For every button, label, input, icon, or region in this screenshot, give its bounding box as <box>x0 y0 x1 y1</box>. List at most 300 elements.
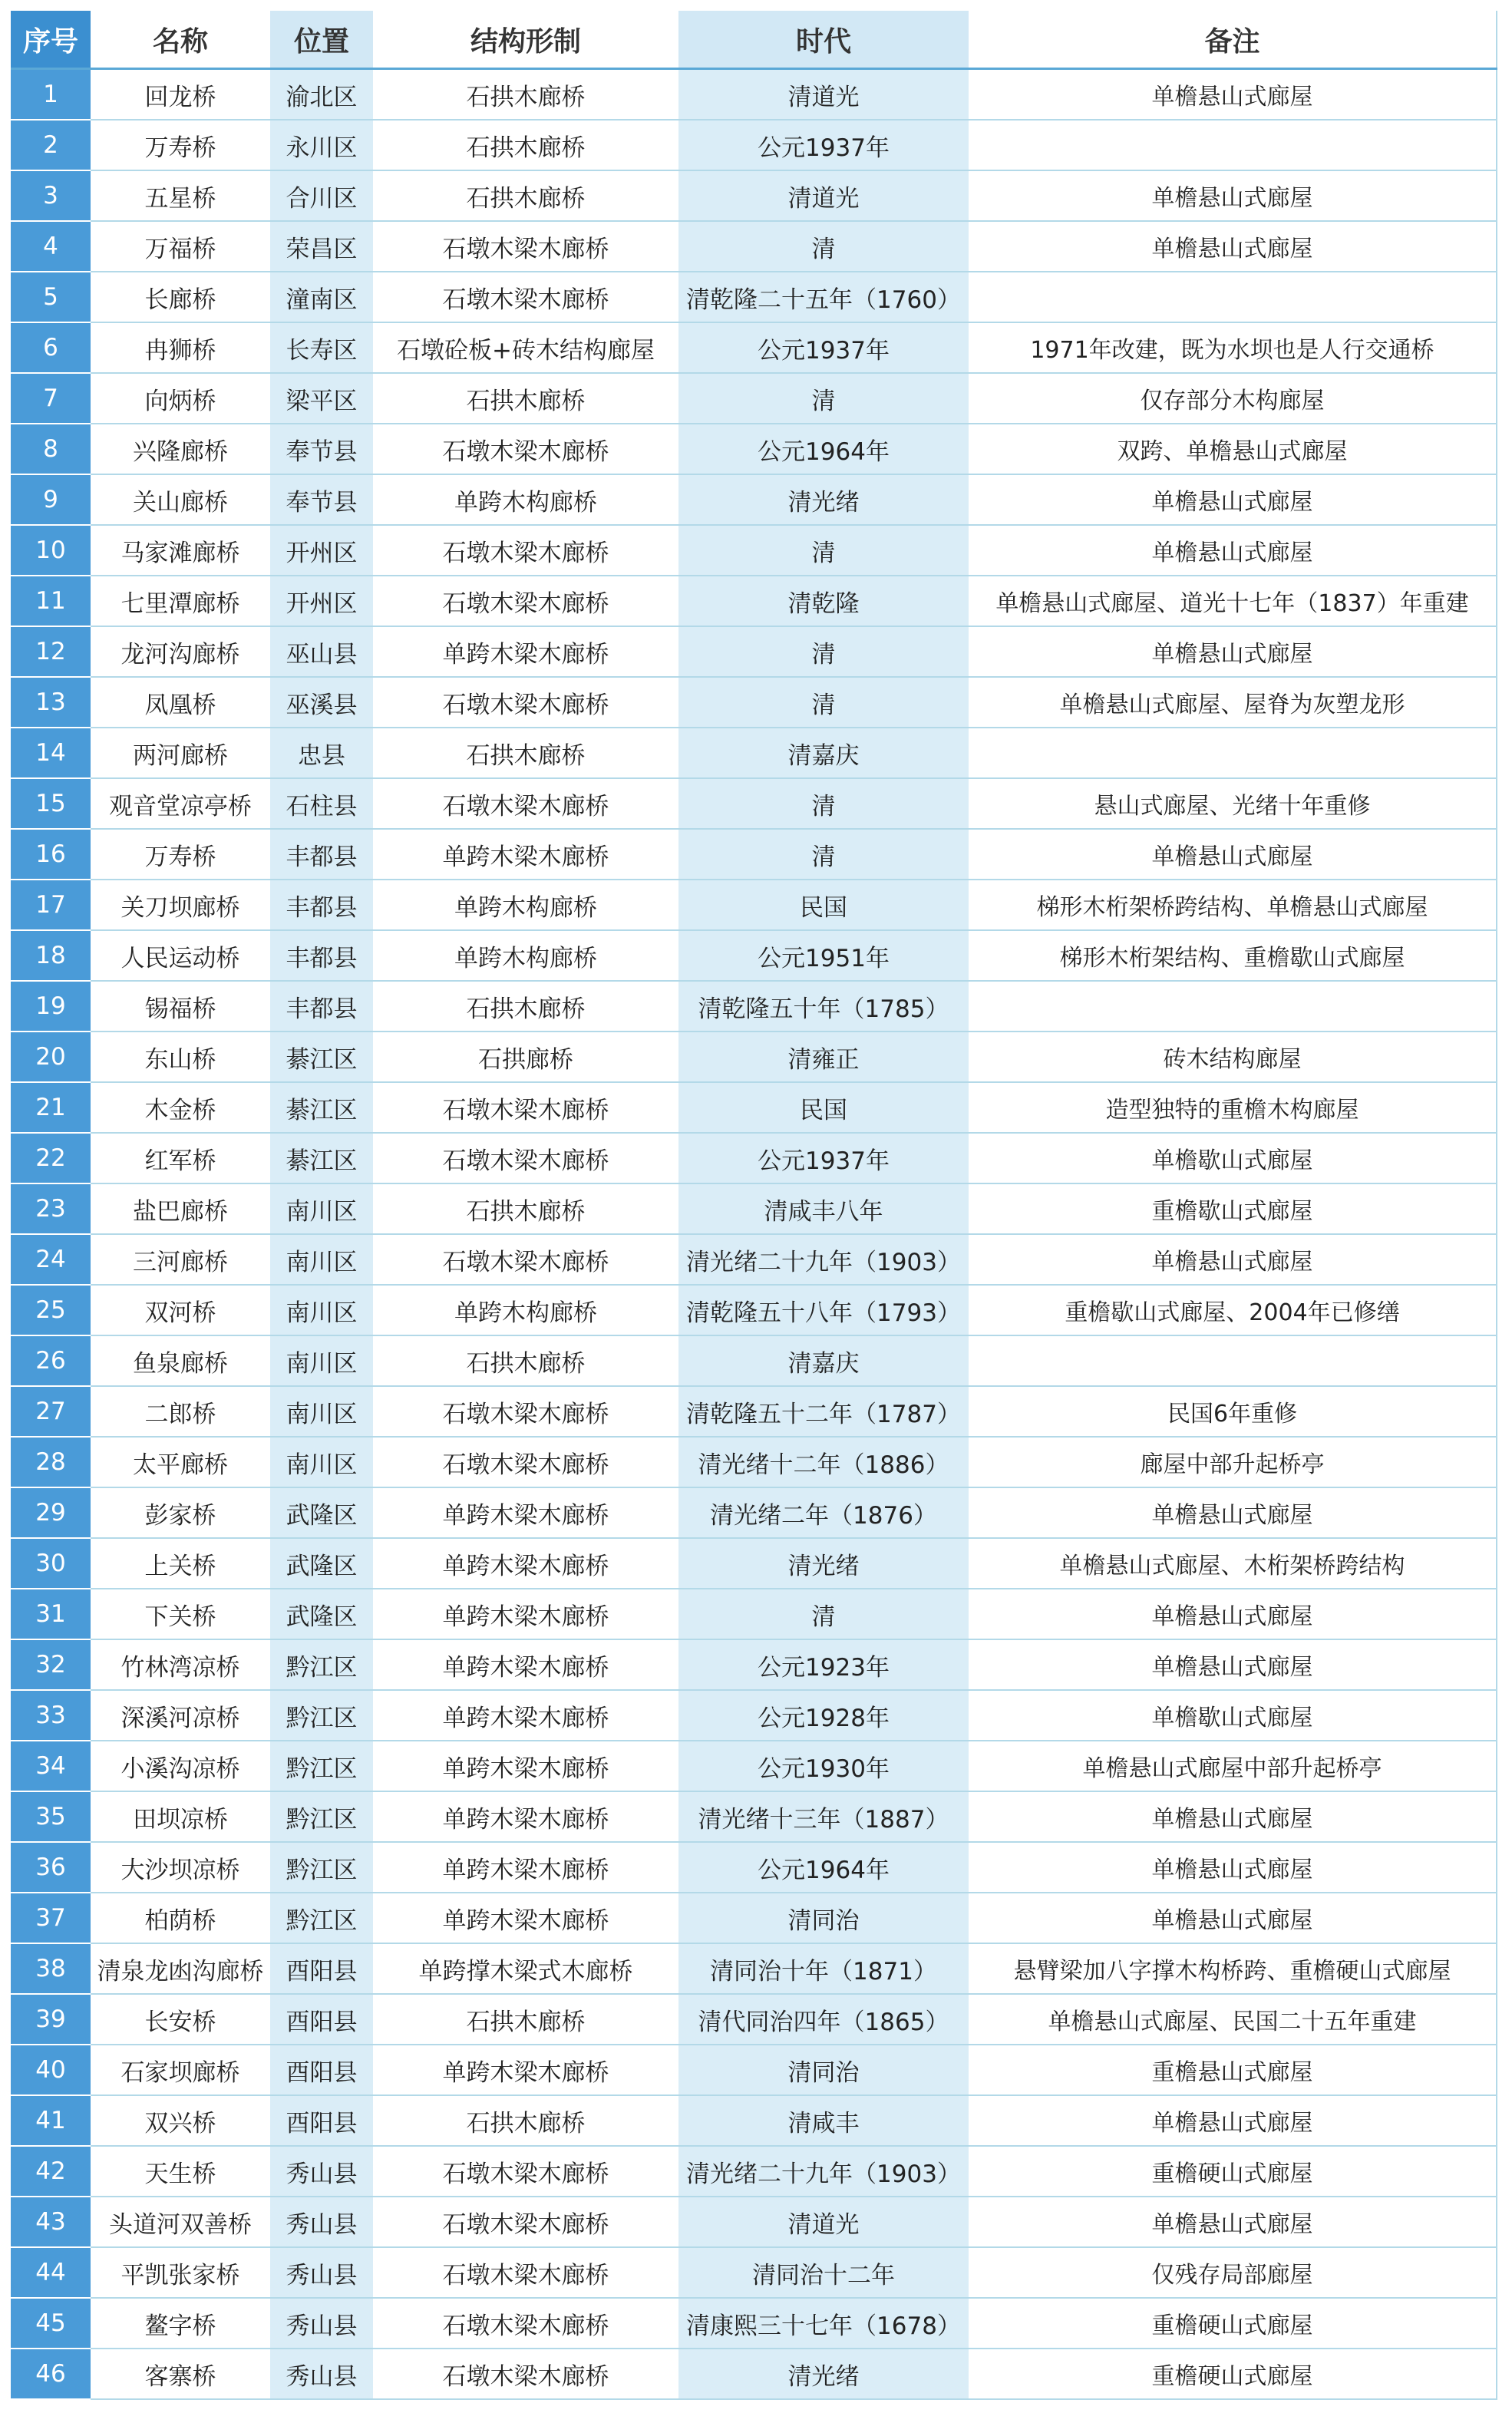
cell-location: 南川区 <box>270 1335 373 1386</box>
cell-location: 秀山县 <box>270 2197 373 2247</box>
cell-notes: 单檐悬山式廊屋、道光十七年（1837）年重建 <box>969 576 1497 626</box>
cell-structure: 石墩木梁木廊桥 <box>373 221 678 272</box>
cell-name: 关山廊桥 <box>91 474 270 525</box>
table-row <box>11 474 1497 525</box>
cell-notes <box>969 272 1497 322</box>
table-row <box>11 626 1497 677</box>
cell-seq: 36 <box>11 1842 91 1893</box>
cell-name: 上关桥 <box>91 1538 270 1589</box>
cell-structure: 单跨木梁木廊桥 <box>373 1487 678 1538</box>
cell-seq: 9 <box>11 474 91 525</box>
cell-name: 竹林湾凉桥 <box>91 1639 270 1690</box>
cell-notes: 双跨、单檐悬山式廊屋 <box>969 424 1497 474</box>
cell-seq: 39 <box>11 1994 91 2045</box>
cell-era: 公元1930年 <box>678 1741 969 1791</box>
cell-seq: 28 <box>11 1437 91 1487</box>
cell-name: 平凯张家桥 <box>91 2247 270 2298</box>
cell-seq: 5 <box>11 272 91 322</box>
cell-seq: 16 <box>11 829 91 880</box>
cell-seq: 13 <box>11 677 91 728</box>
table-row <box>11 2298 1497 2349</box>
cell-seq: 15 <box>11 778 91 829</box>
cell-location: 南川区 <box>270 1386 373 1437</box>
table-row <box>11 525 1497 576</box>
cell-era: 清同治 <box>678 2045 969 2095</box>
cell-era: 公元1964年 <box>678 424 969 474</box>
cell-notes: 单檐悬山式廊屋 <box>969 1639 1497 1690</box>
cell-era: 公元1928年 <box>678 1690 969 1741</box>
cell-name: 长安桥 <box>91 1994 270 2045</box>
cell-structure: 石墩木梁木廊桥 <box>373 1133 678 1183</box>
cell-era: 民国 <box>678 1082 969 1133</box>
cell-location: 合川区 <box>270 170 373 221</box>
cell-era: 清代同治四年（1865） <box>678 1994 969 2045</box>
cell-seq: 35 <box>11 1791 91 1842</box>
table-row <box>11 1437 1497 1487</box>
cell-name: 关刀坝廊桥 <box>91 880 270 930</box>
cell-era: 清 <box>678 1589 969 1639</box>
cell-structure: 单跨木梁木廊桥 <box>373 1690 678 1741</box>
cell-location: 綦江区 <box>270 1133 373 1183</box>
cell-seq: 17 <box>11 880 91 930</box>
cell-structure: 石墩木梁木廊桥 <box>373 677 678 728</box>
cell-structure: 单跨木梁木廊桥 <box>373 2045 678 2095</box>
cell-name: 小溪沟凉桥 <box>91 1741 270 1791</box>
cell-name: 七里潭廊桥 <box>91 576 270 626</box>
cell-name: 凤凰桥 <box>91 677 270 728</box>
cell-era: 清光绪十三年（1887） <box>678 1791 969 1842</box>
cell-structure: 石拱木廊桥 <box>373 728 678 778</box>
table-row <box>11 1842 1497 1893</box>
cell-name: 石家坝廊桥 <box>91 2045 270 2095</box>
cell-structure: 单跨木梁木廊桥 <box>373 1741 678 1791</box>
cell-name: 人民运动桥 <box>91 930 270 981</box>
table-row <box>11 1335 1497 1386</box>
cell-notes: 仅残存局部廊屋 <box>969 2247 1497 2298</box>
cell-structure: 石拱木廊桥 <box>373 170 678 221</box>
cell-seq: 26 <box>11 1335 91 1386</box>
cell-structure: 单跨木梁木廊桥 <box>373 1842 678 1893</box>
cell-era: 清康熙三十七年（1678） <box>678 2298 969 2349</box>
cell-era: 清道光 <box>678 69 969 120</box>
cell-era: 清道光 <box>678 2197 969 2247</box>
cell-structure: 石拱木廊桥 <box>373 1183 678 1234</box>
table-row <box>11 1032 1497 1082</box>
cell-seq: 42 <box>11 2146 91 2197</box>
cell-structure: 单跨木梁木廊桥 <box>373 1893 678 1943</box>
cell-name: 下关桥 <box>91 1589 270 1639</box>
cell-seq: 34 <box>11 1741 91 1791</box>
cell-location: 秀山县 <box>270 2247 373 2298</box>
table-row <box>11 1893 1497 1943</box>
header-seq: 序号 <box>11 11 91 69</box>
cell-location: 酉阳县 <box>270 2095 373 2146</box>
cell-notes: 单檐悬山式廊屋、木桁架桥跨结构 <box>969 1538 1497 1589</box>
cell-structure: 单跨撑木梁式木廊桥 <box>373 1943 678 1994</box>
cell-name: 天生桥 <box>91 2146 270 2197</box>
table-row <box>11 1690 1497 1741</box>
cell-seq: 10 <box>11 525 91 576</box>
cell-seq: 19 <box>11 981 91 1032</box>
table-header-row <box>11 11 1497 69</box>
cell-structure: 石拱廊桥 <box>373 1032 678 1082</box>
cell-notes: 单檐悬山式廊屋 <box>969 1791 1497 1842</box>
table-row <box>11 170 1497 221</box>
cell-notes: 重檐歇山式廊屋、2004年已修缮 <box>969 1285 1497 1335</box>
cell-seq: 38 <box>11 1943 91 1994</box>
cell-era: 清 <box>678 626 969 677</box>
cell-notes: 单檐悬山式廊屋、屋脊为灰塑龙形 <box>969 677 1497 728</box>
cell-name: 柏荫桥 <box>91 1893 270 1943</box>
bridge-table-container <box>11 11 1497 2400</box>
cell-seq: 30 <box>11 1538 91 1589</box>
cell-structure: 石墩木梁木廊桥 <box>373 2146 678 2197</box>
table-row <box>11 2095 1497 2146</box>
header-location: 位置 <box>270 11 373 69</box>
cell-seq: 41 <box>11 2095 91 2146</box>
cell-structure: 单跨木梁木廊桥 <box>373 1538 678 1589</box>
cell-location: 秀山县 <box>270 2146 373 2197</box>
covered-bridge-table <box>11 11 1497 2400</box>
cell-location: 奉节县 <box>270 424 373 474</box>
table-row <box>11 2197 1497 2247</box>
cell-location: 丰都县 <box>270 829 373 880</box>
cell-era: 清嘉庆 <box>678 728 969 778</box>
cell-location: 南川区 <box>270 1183 373 1234</box>
cell-structure: 单跨木构廊桥 <box>373 930 678 981</box>
cell-notes: 重檐悬山式廊屋 <box>969 2045 1497 2095</box>
cell-seq: 21 <box>11 1082 91 1133</box>
cell-location: 武隆区 <box>270 1487 373 1538</box>
cell-notes <box>969 1335 1497 1386</box>
cell-structure: 石拱木廊桥 <box>373 981 678 1032</box>
cell-name: 万寿桥 <box>91 120 270 170</box>
cell-notes: 单檐悬山式廊屋 <box>969 2197 1497 2247</box>
cell-location: 丰都县 <box>270 981 373 1032</box>
table-row <box>11 728 1497 778</box>
cell-structure: 石墩木梁木廊桥 <box>373 424 678 474</box>
cell-location: 荣昌区 <box>270 221 373 272</box>
cell-location: 武隆区 <box>270 1589 373 1639</box>
table-row <box>11 1133 1497 1183</box>
cell-seq: 20 <box>11 1032 91 1082</box>
cell-structure: 单跨木梁木廊桥 <box>373 1791 678 1842</box>
cell-era: 清光绪 <box>678 2349 969 2399</box>
cell-location: 长寿区 <box>270 322 373 373</box>
cell-notes: 重檐硬山式廊屋 <box>969 2298 1497 2349</box>
cell-location: 渝北区 <box>270 69 373 120</box>
cell-name: 双兴桥 <box>91 2095 270 2146</box>
cell-name: 双河桥 <box>91 1285 270 1335</box>
cell-structure: 石墩木梁木廊桥 <box>373 2349 678 2399</box>
cell-era: 清乾隆五十八年（1793） <box>678 1285 969 1335</box>
cell-name: 客寨桥 <box>91 2349 270 2399</box>
cell-seq: 3 <box>11 170 91 221</box>
cell-name: 木金桥 <box>91 1082 270 1133</box>
cell-name: 盐巴廊桥 <box>91 1183 270 1234</box>
cell-seq: 22 <box>11 1133 91 1183</box>
cell-notes: 悬臂梁加八字撑木构桥跨、重檐硬山式廊屋 <box>969 1943 1497 1994</box>
cell-era: 清乾隆五十年（1785） <box>678 981 969 1032</box>
cell-notes: 重檐硬山式廊屋 <box>969 2146 1497 2197</box>
cell-era: 清同治 <box>678 1893 969 1943</box>
cell-era: 清咸丰八年 <box>678 1183 969 1234</box>
cell-location: 奉节县 <box>270 474 373 525</box>
cell-seq: 45 <box>11 2298 91 2349</box>
table-row <box>11 930 1497 981</box>
cell-seq: 43 <box>11 2197 91 2247</box>
cell-structure: 石墩木梁木廊桥 <box>373 272 678 322</box>
cell-era: 清雍正 <box>678 1032 969 1082</box>
cell-structure: 石拱木廊桥 <box>373 1994 678 2045</box>
table-row <box>11 1943 1497 1994</box>
cell-name: 太平廊桥 <box>91 1437 270 1487</box>
table-row <box>11 221 1497 272</box>
cell-name: 三河廊桥 <box>91 1234 270 1285</box>
cell-name: 东山桥 <box>91 1032 270 1082</box>
cell-structure: 石墩木梁木廊桥 <box>373 2298 678 2349</box>
table-row <box>11 1994 1497 2045</box>
table-row <box>11 1386 1497 1437</box>
cell-era: 清光绪二十九年（1903） <box>678 2146 969 2197</box>
cell-seq: 4 <box>11 221 91 272</box>
table-row <box>11 1741 1497 1791</box>
cell-name: 回龙桥 <box>91 69 270 120</box>
cell-era: 公元1937年 <box>678 1133 969 1183</box>
cell-seq: 31 <box>11 1589 91 1639</box>
cell-seq: 27 <box>11 1386 91 1437</box>
cell-name: 二郎桥 <box>91 1386 270 1437</box>
table-row <box>11 424 1497 474</box>
cell-location: 石柱县 <box>270 778 373 829</box>
cell-location: 秀山县 <box>270 2298 373 2349</box>
cell-seq: 24 <box>11 1234 91 1285</box>
cell-location: 巫山县 <box>270 626 373 677</box>
cell-name: 深溪河凉桥 <box>91 1690 270 1741</box>
cell-structure: 石拱木廊桥 <box>373 1335 678 1386</box>
header-era: 时代 <box>678 11 969 69</box>
cell-era: 清道光 <box>678 170 969 221</box>
cell-structure: 石墩木梁木廊桥 <box>373 1386 678 1437</box>
cell-notes: 民国6年重修 <box>969 1386 1497 1437</box>
cell-structure: 石墩木梁木廊桥 <box>373 1437 678 1487</box>
cell-structure: 单跨木梁木廊桥 <box>373 1589 678 1639</box>
cell-notes: 单檐悬山式廊屋 <box>969 1893 1497 1943</box>
cell-name: 彭家桥 <box>91 1487 270 1538</box>
cell-notes <box>969 981 1497 1032</box>
cell-location: 忠县 <box>270 728 373 778</box>
table-row <box>11 880 1497 930</box>
cell-notes: 单檐歇山式廊屋 <box>969 1690 1497 1741</box>
cell-notes: 单檐悬山式廊屋 <box>969 170 1497 221</box>
cell-seq: 37 <box>11 1893 91 1943</box>
cell-notes: 重檐硬山式廊屋 <box>969 2349 1497 2399</box>
cell-seq: 46 <box>11 2349 91 2399</box>
cell-era: 清同治十二年 <box>678 2247 969 2298</box>
cell-seq: 11 <box>11 576 91 626</box>
table-row <box>11 1538 1497 1589</box>
header-structure: 结构形制 <box>373 11 678 69</box>
cell-seq: 2 <box>11 120 91 170</box>
cell-seq: 29 <box>11 1487 91 1538</box>
cell-location: 綦江区 <box>270 1032 373 1082</box>
cell-name: 五星桥 <box>91 170 270 221</box>
cell-location: 梁平区 <box>270 373 373 424</box>
cell-name: 长廊桥 <box>91 272 270 322</box>
cell-notes <box>969 728 1497 778</box>
table-row <box>11 1589 1497 1639</box>
cell-seq: 32 <box>11 1639 91 1690</box>
cell-notes: 单檐悬山式廊屋 <box>969 1234 1497 1285</box>
cell-name: 万寿桥 <box>91 829 270 880</box>
cell-notes: 单檐悬山式廊屋 <box>969 2095 1497 2146</box>
cell-seq: 23 <box>11 1183 91 1234</box>
cell-structure: 单跨木构廊桥 <box>373 1285 678 1335</box>
cell-notes: 单檐悬山式廊屋 <box>969 1842 1497 1893</box>
cell-seq: 8 <box>11 424 91 474</box>
cell-name: 两河廊桥 <box>91 728 270 778</box>
table-row <box>11 1082 1497 1133</box>
cell-location: 黔江区 <box>270 1842 373 1893</box>
cell-location: 开州区 <box>270 525 373 576</box>
cell-notes: 单檐悬山式廊屋 <box>969 221 1497 272</box>
cell-name: 观音堂凉亭桥 <box>91 778 270 829</box>
cell-era: 清 <box>678 677 969 728</box>
cell-location: 武隆区 <box>270 1538 373 1589</box>
cell-structure: 石墩木梁木廊桥 <box>373 778 678 829</box>
cell-name: 头道河双善桥 <box>91 2197 270 2247</box>
cell-name: 鱼泉廊桥 <box>91 1335 270 1386</box>
header-name: 名称 <box>91 11 270 69</box>
cell-name: 红军桥 <box>91 1133 270 1183</box>
cell-era: 公元1937年 <box>678 322 969 373</box>
cell-structure: 单跨木梁木廊桥 <box>373 626 678 677</box>
cell-structure: 单跨木梁木廊桥 <box>373 1639 678 1690</box>
cell-location: 酉阳县 <box>270 1994 373 2045</box>
cell-location: 巫溪县 <box>270 677 373 728</box>
cell-structure: 单跨木梁木廊桥 <box>373 829 678 880</box>
cell-notes: 梯形木桁架桥跨结构、单檐悬山式廊屋 <box>969 880 1497 930</box>
cell-seq: 7 <box>11 373 91 424</box>
table-row <box>11 2247 1497 2298</box>
cell-structure: 石墩木梁木廊桥 <box>373 576 678 626</box>
table-row <box>11 1791 1497 1842</box>
cell-name: 锡福桥 <box>91 981 270 1032</box>
cell-notes: 仅存部分木构廊屋 <box>969 373 1497 424</box>
cell-notes: 单檐悬山式廊屋 <box>969 829 1497 880</box>
table-row <box>11 1285 1497 1335</box>
cell-notes: 单檐歇山式廊屋 <box>969 1133 1497 1183</box>
cell-notes: 单檐悬山式廊屋 <box>969 525 1497 576</box>
cell-seq: 44 <box>11 2247 91 2298</box>
cell-location: 丰都县 <box>270 880 373 930</box>
cell-location: 秀山县 <box>270 2349 373 2399</box>
cell-notes: 砖木结构廊屋 <box>969 1032 1497 1082</box>
cell-seq: 1 <box>11 69 91 120</box>
cell-notes: 梯形木桁架结构、重檐歇山式廊屋 <box>969 930 1497 981</box>
cell-era: 公元1951年 <box>678 930 969 981</box>
cell-era: 清光绪二十九年（1903） <box>678 1234 969 1285</box>
cell-structure: 石墩木梁木廊桥 <box>373 2247 678 2298</box>
table-row <box>11 677 1497 728</box>
cell-location: 黔江区 <box>270 1639 373 1690</box>
header-notes: 备注 <box>969 11 1497 69</box>
table-row <box>11 778 1497 829</box>
cell-era: 清光绪二年（1876） <box>678 1487 969 1538</box>
table-row <box>11 1487 1497 1538</box>
cell-notes: 单檐悬山式廊屋中部升起桥亭 <box>969 1741 1497 1791</box>
cell-name: 大沙坝凉桥 <box>91 1842 270 1893</box>
table-row <box>11 2349 1497 2399</box>
table-row <box>11 1639 1497 1690</box>
table-row <box>11 576 1497 626</box>
cell-era: 清光绪 <box>678 1538 969 1589</box>
cell-era: 清 <box>678 778 969 829</box>
cell-era: 清 <box>678 221 969 272</box>
cell-era: 清 <box>678 829 969 880</box>
table-row <box>11 1183 1497 1234</box>
cell-notes: 造型独特的重檐木构廊屋 <box>969 1082 1497 1133</box>
cell-location: 潼南区 <box>270 272 373 322</box>
cell-name: 清泉龙凼沟廊桥 <box>91 1943 270 1994</box>
cell-era: 公元1964年 <box>678 1842 969 1893</box>
cell-location: 綦江区 <box>270 1082 373 1133</box>
cell-location: 开州区 <box>270 576 373 626</box>
cell-era: 民国 <box>678 880 969 930</box>
cell-era: 清咸丰 <box>678 2095 969 2146</box>
cell-era: 清 <box>678 525 969 576</box>
cell-name: 向炳桥 <box>91 373 270 424</box>
cell-structure: 石墩砼板+砖木结构廊屋 <box>373 322 678 373</box>
cell-seq: 25 <box>11 1285 91 1335</box>
table-row <box>11 2045 1497 2095</box>
table-row <box>11 373 1497 424</box>
cell-structure: 石墩木梁木廊桥 <box>373 2197 678 2247</box>
cell-structure: 单跨木构廊桥 <box>373 880 678 930</box>
cell-notes: 单檐悬山式廊屋、民国二十五年重建 <box>969 1994 1497 2045</box>
table-row <box>11 322 1497 373</box>
cell-location: 黔江区 <box>270 1791 373 1842</box>
cell-era: 清光绪 <box>678 474 969 525</box>
cell-name: 万福桥 <box>91 221 270 272</box>
cell-notes: 单檐悬山式廊屋 <box>969 474 1497 525</box>
cell-notes: 重檐歇山式廊屋 <box>969 1183 1497 1234</box>
cell-notes: 单檐悬山式廊屋 <box>969 1487 1497 1538</box>
table-row <box>11 1234 1497 1285</box>
cell-name: 田坝凉桥 <box>91 1791 270 1842</box>
cell-notes <box>969 120 1497 170</box>
cell-structure: 单跨木构廊桥 <box>373 474 678 525</box>
table-row <box>11 981 1497 1032</box>
cell-location: 黔江区 <box>270 1690 373 1741</box>
cell-notes: 悬山式廊屋、光绪十年重修 <box>969 778 1497 829</box>
cell-era: 公元1937年 <box>678 120 969 170</box>
cell-location: 永川区 <box>270 120 373 170</box>
cell-location: 酉阳县 <box>270 1943 373 1994</box>
cell-name: 鳌字桥 <box>91 2298 270 2349</box>
cell-location: 黔江区 <box>270 1893 373 1943</box>
table-row <box>11 272 1497 322</box>
cell-era: 公元1923年 <box>678 1639 969 1690</box>
cell-location: 南川区 <box>270 1437 373 1487</box>
cell-notes: 单檐悬山式廊屋 <box>969 69 1497 120</box>
cell-structure: 石墩木梁木廊桥 <box>373 1082 678 1133</box>
cell-seq: 12 <box>11 626 91 677</box>
cell-structure: 石墩木梁木廊桥 <box>373 525 678 576</box>
cell-era: 清乾隆二十五年（1760） <box>678 272 969 322</box>
cell-era: 清光绪十二年（1886） <box>678 1437 969 1487</box>
cell-name: 龙河沟廊桥 <box>91 626 270 677</box>
